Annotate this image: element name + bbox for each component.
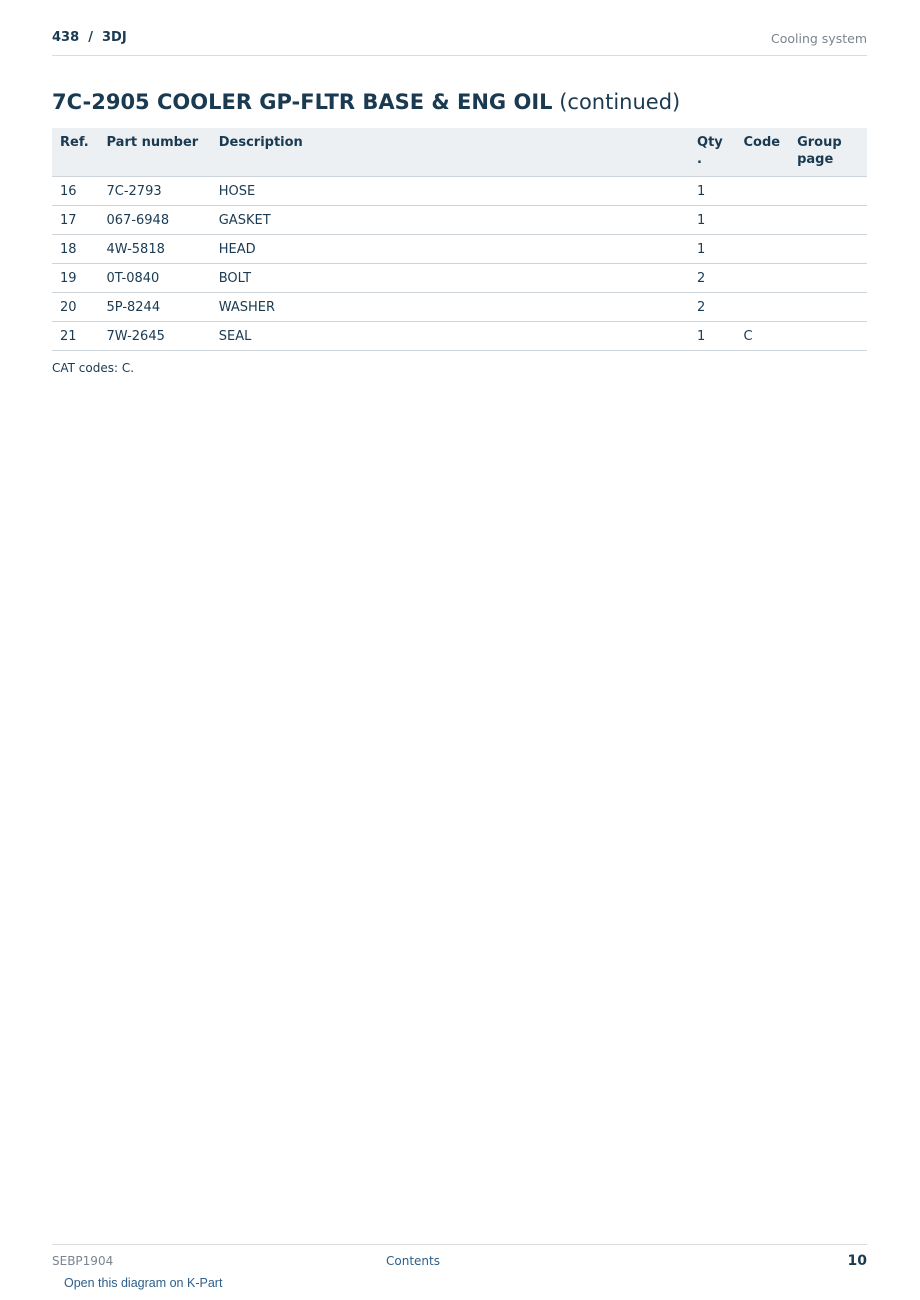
- qty-header-line2: .: [697, 152, 702, 167]
- cell-description: WASHER: [211, 293, 689, 322]
- cell-code: [736, 206, 790, 235]
- cell-ref: 20: [52, 293, 99, 322]
- qty-header-line1: Qty: [697, 135, 723, 150]
- column-header-description: Description: [211, 128, 689, 177]
- title-main: 7C-2905 COOLER GP-FLTR BASE & ENG OIL: [52, 90, 553, 114]
- column-header-code: Code: [736, 128, 790, 177]
- cell-part-number: 067-6948: [99, 206, 211, 235]
- cell-ref: 18: [52, 235, 99, 264]
- cell-description: GASKET: [211, 206, 689, 235]
- page-header: [52, 28, 867, 56]
- cell-code: [736, 293, 790, 322]
- cell-code: [736, 235, 790, 264]
- table-row: [52, 264, 867, 293]
- cell-code: [736, 177, 790, 206]
- cell-code: C: [736, 322, 790, 351]
- column-header-group-page: [789, 128, 867, 177]
- column-header-ref: Ref.: [52, 128, 99, 177]
- cell-code: [736, 264, 790, 293]
- cell-qty: 1: [689, 322, 736, 351]
- group-header-line2: page: [797, 152, 834, 167]
- cell-qty: 1: [689, 206, 736, 235]
- column-header-part-number: Part number: [99, 128, 211, 177]
- cell-group-page: [789, 206, 867, 235]
- table-header-row: [52, 128, 867, 177]
- cell-ref: 19: [52, 264, 99, 293]
- column-header-qty: [689, 128, 736, 177]
- model-label: 438 / 3DJ: [52, 30, 127, 45]
- cell-group-page: [789, 177, 867, 206]
- table-row: [52, 206, 867, 235]
- document-id: SEBP1904: [52, 1254, 114, 1268]
- cell-group-page: [789, 264, 867, 293]
- table-row: [52, 177, 867, 206]
- cell-group-page: [789, 322, 867, 351]
- open-diagram-kpart-link[interactable]: Open this diagram on K-Part: [64, 1276, 223, 1290]
- cell-group-page: [789, 235, 867, 264]
- cell-qty: 2: [689, 293, 736, 322]
- cell-part-number: 0T-0840: [99, 264, 211, 293]
- section-label: Cooling system: [771, 31, 867, 46]
- page-number: 10: [847, 1253, 867, 1269]
- table-row: [52, 293, 867, 322]
- group-header-line1: Group: [797, 135, 842, 150]
- cell-group-page: [789, 293, 867, 322]
- cell-part-number: 5P-8244: [99, 293, 211, 322]
- table-row: [52, 235, 867, 264]
- cell-ref: 21: [52, 322, 99, 351]
- cell-part-number: 7C-2793: [99, 177, 211, 206]
- cell-ref: 17: [52, 206, 99, 235]
- page-footer: [52, 1244, 867, 1275]
- cell-description: SEAL: [211, 322, 689, 351]
- title-suffix: (continued): [559, 90, 681, 114]
- page-title: [52, 90, 680, 114]
- cell-ref: 16: [52, 177, 99, 206]
- cell-description: HEAD: [211, 235, 689, 264]
- parts-table: [52, 128, 867, 351]
- cell-qty: 2: [689, 264, 736, 293]
- cat-codes-note: CAT codes: C.: [52, 361, 135, 375]
- cell-part-number: 4W-5818: [99, 235, 211, 264]
- cell-part-number: 7W-2645: [99, 322, 211, 351]
- cell-qty: 1: [689, 177, 736, 206]
- table-row: [52, 322, 867, 351]
- cell-description: HOSE: [211, 177, 689, 206]
- contents-link[interactable]: Contents: [386, 1254, 440, 1268]
- cell-qty: 1: [689, 235, 736, 264]
- cell-description: BOLT: [211, 264, 689, 293]
